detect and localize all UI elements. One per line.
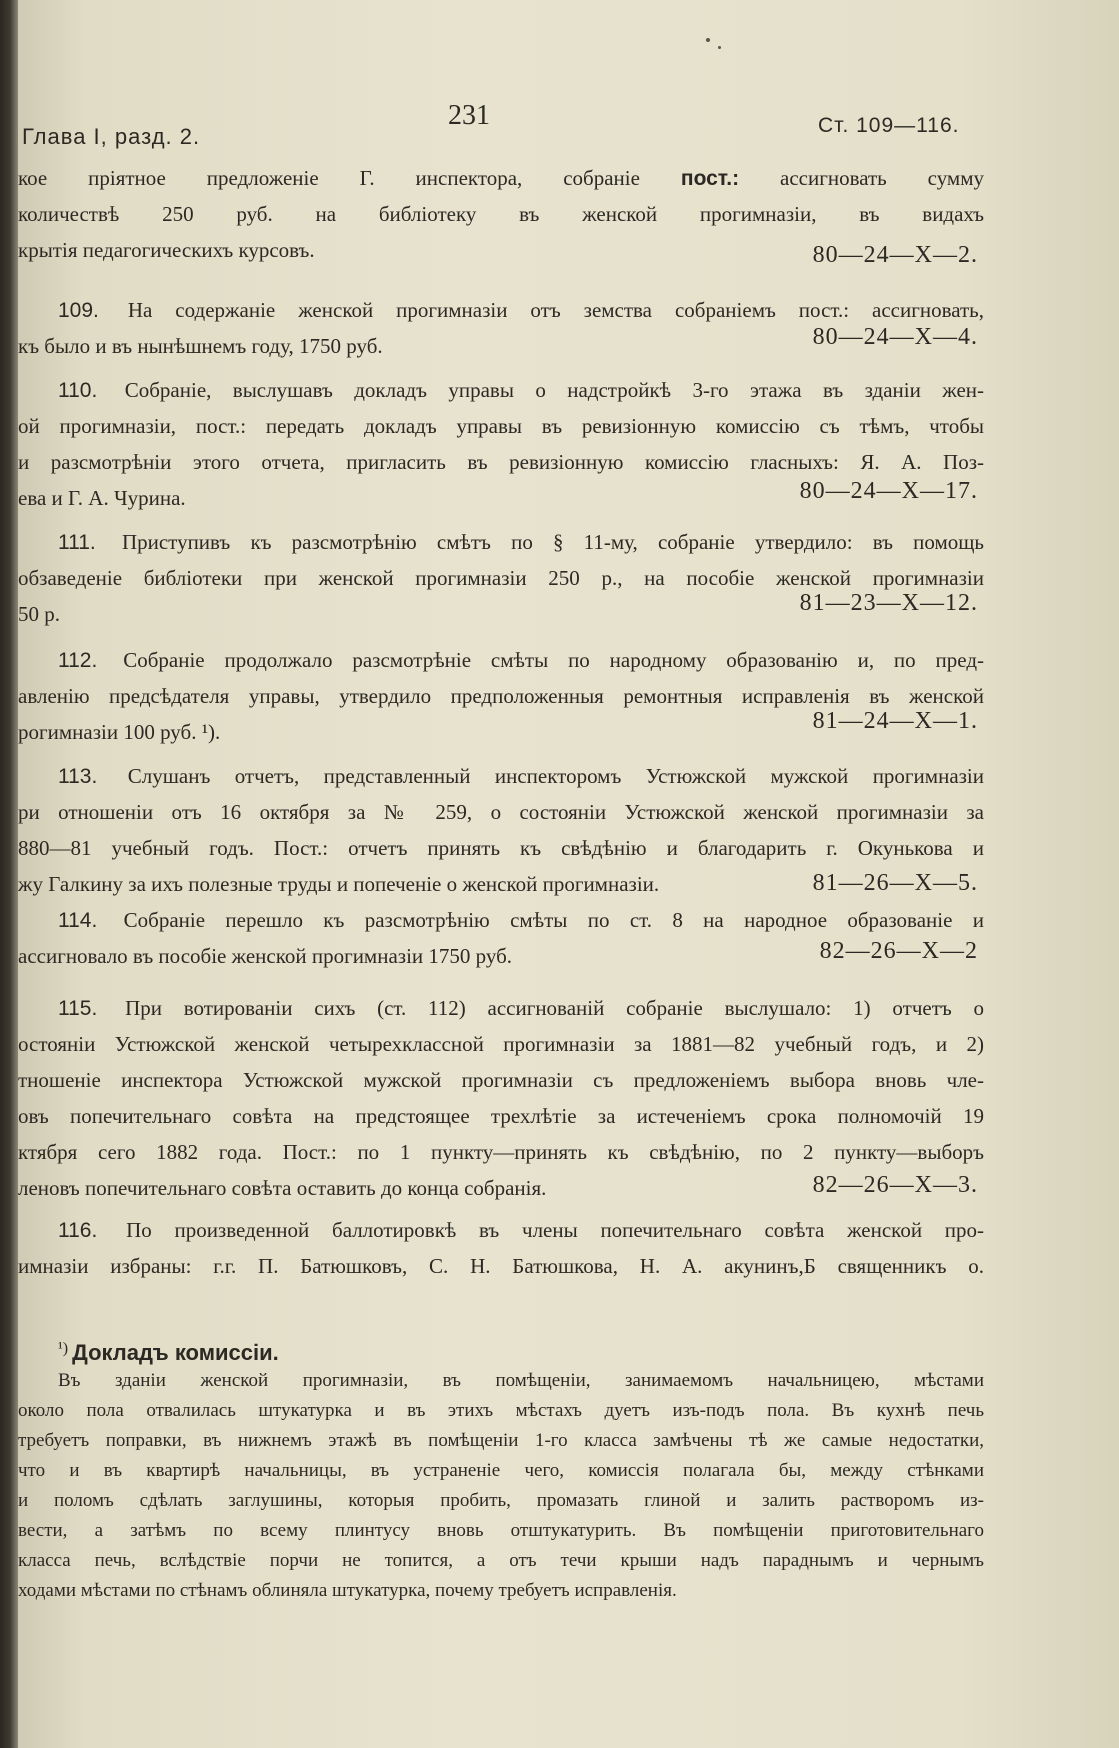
article-115 — [18, 996, 984, 1212]
article-111 — [18, 530, 984, 638]
text-line: остояніи Устюжской женской четырехклассной прогимназіи за 1881—82 учебный годъ, и 2) — [18, 1032, 984, 1056]
text-line: ой прогимназіи, пост.: передать докладъ управы въ ревизіонную комиссію съ тѣмъ, чтобы — [18, 414, 984, 438]
resolution-label: пост.: — [680, 167, 740, 190]
book-binding-edge — [0, 0, 18, 1748]
text-line: авленію предсѣдателя управы, утвердило предположенныя ремонтныя исправленія въ женской — [18, 684, 984, 708]
article-number: 110. — [58, 379, 98, 402]
resolution-code: 80—24—X—4. — [812, 324, 978, 350]
resolution-code: 80—24—X—17. — [799, 478, 978, 504]
text-line: ева и Г. А. Чурина. — [18, 486, 186, 510]
text-line: 111. Приступивъ къ разсмотрѣнію смѣтъ по § 11-му, собраніе утвердило: въ помощь — [58, 530, 984, 554]
document-page — [18, 0, 1119, 1748]
resolution-code: 81—23—X—12. — [799, 590, 978, 616]
resolution-code: 82—26—X—2 — [819, 938, 978, 964]
text-line: кое пріятное предложеніе Г. инспектора, собраніе пост.: ассигновать сумму — [18, 166, 984, 190]
text-line: 880—81 учебный годъ. Пост.: отчетъ принять къ свѣдѣнію и благодарить г. Окунькова и — [18, 836, 984, 860]
text-line: 116. По произведенной баллотировкѣ въ члены попечительнаго совѣта женской про- — [58, 1218, 984, 1242]
article-112 — [18, 648, 984, 756]
text-line: и поломъ сдѣлать заглушины, которыя пробить, промазать глиной и залить растворомъ из- — [18, 1490, 984, 1511]
text-line: и разсмотрѣніи этого отчета, пригласить въ ревизіонную комиссію гласныхъ: Я. А. Поз- — [18, 450, 984, 474]
footnote-mark: ¹) — [58, 1340, 69, 1357]
text-line: овъ попечительнаго совѣта на предстоящее трехлѣтіе за истеченіемъ срока полномочій 19 — [18, 1104, 984, 1128]
text-line: 109. На содержаніе женской прогимназіи отъ земства собраніемъ пост.: ассигновать, — [58, 298, 984, 322]
text-line: ри отношеніи отъ 16 октября за № 259, о состояніи Устюжской женской прогимназіи за — [18, 800, 984, 824]
text-line: 112. Собраніе продолжало разсмотрѣніе смѣты по народному образованію и, по пред- — [58, 648, 984, 672]
article-116 — [18, 1218, 984, 1290]
article-113 — [18, 764, 984, 908]
article-number: 116. — [58, 1219, 98, 1242]
running-header-articles: Ст. 109—116. — [818, 114, 960, 137]
intro-paragraph — [18, 166, 984, 274]
text-line: жу Галкину за ихъ полезные труды и попеченіе о женской прогимназіи. — [18, 872, 660, 896]
text-line: требуетъ поправки, въ нижнемъ этажѣ въ помѣщеніи 1-го класса замѣчены тѣ же самые недостатки, — [18, 1430, 984, 1451]
footnote — [18, 1340, 984, 1610]
text-line: рогимназіи 100 руб. ¹). — [18, 720, 221, 744]
text-line: къ было и въ нынѣшнемъ году, 1750 руб. — [18, 334, 383, 358]
resolution-code: 81—26—X—5. — [812, 870, 978, 896]
running-header-chapter: Глава I, разд. 2. — [22, 124, 201, 149]
resolution-code: 82—26—X—3. — [812, 1172, 978, 1198]
text-line: 115. При вотированіи сихъ (ст. 112) ассигнованій собраніе выслушало: 1) отчетъ о — [58, 996, 984, 1020]
article-number: 114. — [58, 909, 98, 932]
ink-speck — [718, 46, 721, 49]
article-110 — [18, 378, 984, 522]
text-line: леновъ попечительнаго совѣта оставить до конца собранія. — [18, 1176, 547, 1200]
text-line: имназіи избраны: г.г. П. Батюшковъ, С. Н. Батюшкова, Н. А. акунинъ,Б священникъ о. — [18, 1254, 984, 1278]
ink-speck — [706, 38, 710, 42]
page-number: 231 — [448, 100, 490, 131]
article-114 — [18, 908, 984, 980]
footnote-heading-line — [18, 1340, 984, 1370]
article-number: 113. — [58, 765, 98, 788]
article-number: 109. — [58, 299, 99, 322]
text-line: 50 р. — [18, 602, 60, 626]
article-number: 115. — [58, 997, 98, 1020]
resolution-code: 81—24—X—1. — [812, 708, 978, 734]
text-line: ходами мѣстами по стѣнамъ облиняла штукатурка, почему требуетъ исправленія. — [18, 1580, 677, 1601]
article-number: 111. — [58, 531, 96, 554]
text-line: что и въ квартирѣ начальницы, въ устраненіе чего, комиссія полагала бы, между стѣнками — [18, 1460, 984, 1481]
article-number: 112. — [58, 649, 98, 672]
text-line: ктября сего 1882 года. Пост.: по 1 пункту—принять къ свѣдѣнію, по 2 пункту—выборъ — [18, 1140, 984, 1164]
resolution-code: 80—24—X—2. — [812, 242, 978, 268]
article-109 — [18, 298, 984, 370]
text-line: 113. Слушанъ отчетъ, представленный инспекторомъ Устюжской мужской прогимназіи — [58, 764, 984, 788]
text-line: Въ зданіи женской прогимназіи, въ помѣщеніи, занимаемомъ начальницею, мѣстами — [58, 1370, 984, 1391]
text-line: 110. Собраніе, выслушавъ докладъ управы о надстройкѣ 3-го этажа въ зданіи жен- — [58, 378, 984, 402]
text-line: ассигновало въ пособіе женской прогимназіи 1750 руб. — [18, 944, 513, 968]
text-line: 114. Собраніе перешло къ разсмотрѣнію смѣты по ст. 8 на народное образованіе и — [58, 908, 984, 932]
text-line: класса печь, вслѣдствіе порчи не топится, а отъ течи крыши надъ параднымъ и чернымъ — [18, 1550, 984, 1571]
text-line: крытія педагогическихъ курсовъ. — [18, 238, 315, 262]
text-line: обзаведеніе библіотеки при женской прогимназіи 250 р., на пособіе женской прогимназіи — [18, 566, 984, 590]
text-line: около пола отвалилась штукатурка и въ этихъ мѣстахъ дуетъ изъ-подъ пола. Въ кухнѣ печь — [18, 1400, 984, 1421]
text-line: тношеніе инспектора Устюжской мужской прогимназіи съ предложеніемъ выбора вновь чле- — [18, 1068, 984, 1092]
text-line: вести, а затѣмъ по всему плинтусу вновь отштукатурить. Въ помѣщеніи приготовительнаго — [18, 1520, 984, 1541]
footnote-heading: Докладъ комиссіи. — [72, 1340, 279, 1365]
text-line: количествѣ 250 руб. на библіотеку въ женской прогимназіи, въ видахъ — [18, 202, 984, 226]
